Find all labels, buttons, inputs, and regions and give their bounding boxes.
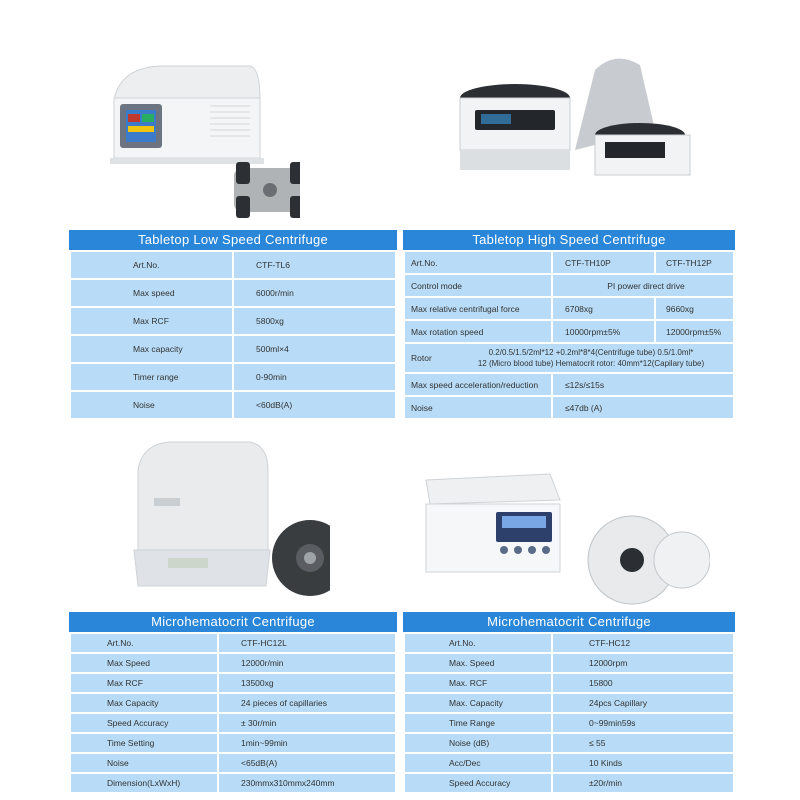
table-title: Tabletop High Speed Centrifuge	[403, 230, 735, 250]
spec-label: Max. Capacity	[404, 693, 552, 713]
spec-label: Speed Accuracy	[70, 713, 218, 733]
spec-value: 12000r/min	[218, 653, 396, 673]
spec-label: Max Capacity	[70, 693, 218, 713]
table-row	[70, 773, 396, 793]
spec-value: 15800	[552, 673, 734, 693]
spec-value: ≤ 55	[552, 733, 734, 753]
spec-value: 13500xg	[218, 673, 396, 693]
low-speed-centrifuge-image	[100, 60, 300, 230]
spec-value: 230mmx310mmx240mm	[218, 773, 396, 793]
spec-value: 24pcs Capillary	[552, 693, 734, 713]
rotor-value-line-1: 0.2/0.5/1.5/2ml*12 +0.2ml*8*4(Centrifuge tube) 0.5/1.0ml*	[488, 348, 694, 357]
spec-label: Max capacity	[70, 335, 233, 363]
table-row	[404, 673, 734, 693]
spec-label: Art.No.	[404, 251, 552, 274]
spec-value: 10 Kinds	[552, 753, 734, 773]
spec-value: ≤12s/≤15s	[552, 373, 734, 396]
spec-label: Max RCF	[70, 307, 233, 335]
rotor-value-line-2: 12 (Micro blood tube) Hematocrit rotor: 40mm*12(Capilary tube)	[477, 359, 705, 368]
table-row	[404, 274, 734, 297]
spec-label: Time Range	[404, 713, 552, 733]
spec-value: ± 30r/min	[218, 713, 396, 733]
table-row	[70, 693, 396, 713]
table-row	[70, 335, 396, 363]
spec-value: CTF-TH10P	[552, 251, 655, 274]
spec-label: Max speed acceleration/reduction	[404, 373, 552, 396]
high-speed-centrifuge-image	[455, 40, 705, 190]
table-row	[70, 391, 396, 419]
spec-label: Noise	[70, 391, 233, 419]
spec-value: PI power direct drive	[552, 274, 734, 297]
table-row	[70, 633, 396, 653]
table-row	[404, 753, 734, 773]
spec-value: <60dB(A)	[233, 391, 396, 419]
table-row	[70, 279, 396, 307]
spec-value: 9660xg	[655, 297, 734, 320]
spec-label: Max Speed	[70, 653, 218, 673]
spec-value: CTF-TH12P	[655, 251, 734, 274]
spec-value: 1min~99min	[218, 733, 396, 753]
spec-value: 500ml×4	[233, 335, 396, 363]
table-row	[404, 297, 734, 320]
table-row	[404, 693, 734, 713]
spec-label: Max. RCF	[404, 673, 552, 693]
rotor-value	[449, 347, 733, 369]
table-row	[70, 307, 396, 335]
spec-label: Max speed	[70, 279, 233, 307]
spec-value: <65dB(A)	[218, 753, 396, 773]
spec-label: Art.No.	[70, 633, 218, 653]
high-speed-spec-table	[403, 230, 735, 420]
table-row	[404, 251, 734, 274]
table-row	[404, 396, 734, 419]
spec-label: Acc/Dec	[404, 753, 552, 773]
spec-label: Time Setting	[70, 733, 218, 753]
table-title: Microhematocrit Centrifuge	[69, 612, 397, 632]
table-row	[70, 753, 396, 773]
table-row	[70, 673, 396, 693]
table-row	[404, 653, 734, 673]
table-row	[404, 320, 734, 343]
hc12-spec-table	[403, 612, 735, 794]
spec-value: ±20r/min	[552, 773, 734, 793]
table-row	[404, 373, 734, 396]
table-row	[404, 343, 734, 373]
table-row	[404, 633, 734, 653]
spec-value: 10000rpm±5%	[552, 320, 655, 343]
spec-value: 6000r/min	[233, 279, 396, 307]
table-row	[70, 363, 396, 391]
spec-value: CTF-TL6	[233, 251, 396, 279]
table-title: Tabletop Low Speed Centrifuge	[69, 230, 397, 250]
table-row	[70, 713, 396, 733]
spec-label: Noise	[70, 753, 218, 773]
hc12-centrifuge-image	[420, 460, 710, 610]
spec-label: Timer range	[70, 363, 233, 391]
spec-label: Max rotation speed	[404, 320, 552, 343]
spec-label: Control mode	[404, 274, 552, 297]
spec-label: Max RCF	[70, 673, 218, 693]
spec-value: 24 pieces of capillaries	[218, 693, 396, 713]
table-row	[70, 653, 396, 673]
spec-label: Rotor	[411, 353, 432, 363]
spec-value: CTF-HC12	[552, 633, 734, 653]
spec-value: ≤47db (A)	[552, 396, 734, 419]
spec-label: Dimension(LxWxH)	[70, 773, 218, 793]
spec-label: Noise (dB)	[404, 733, 552, 753]
hc12l-spec-table	[69, 612, 397, 794]
spec-value: 0~99min59s	[552, 713, 734, 733]
spec-label: Art.No.	[404, 633, 552, 653]
table-row	[404, 733, 734, 753]
table-row	[70, 733, 396, 753]
spec-label: Art.No.	[70, 251, 233, 279]
spec-label: Speed Accuracy	[404, 773, 552, 793]
spec-label: Max. Speed	[404, 653, 552, 673]
table-title: Microhematocrit Centrifuge	[403, 612, 735, 632]
spec-label: Noise	[404, 396, 552, 419]
spec-value: 12000rpm±5%	[655, 320, 734, 343]
spec-value: 12000rpm	[552, 653, 734, 673]
spec-value: 0-90min	[233, 363, 396, 391]
spec-label: Max relative centrifugal force	[404, 297, 552, 320]
rotor-row	[404, 343, 734, 373]
table-row	[404, 713, 734, 733]
table-row	[70, 251, 396, 279]
table-row	[404, 773, 734, 793]
spec-value: 5800xg	[233, 307, 396, 335]
spec-value: CTF-HC12L	[218, 633, 396, 653]
low-speed-spec-table	[69, 230, 397, 420]
spec-value: 6708xg	[552, 297, 655, 320]
hc12l-centrifuge-image	[130, 440, 330, 600]
